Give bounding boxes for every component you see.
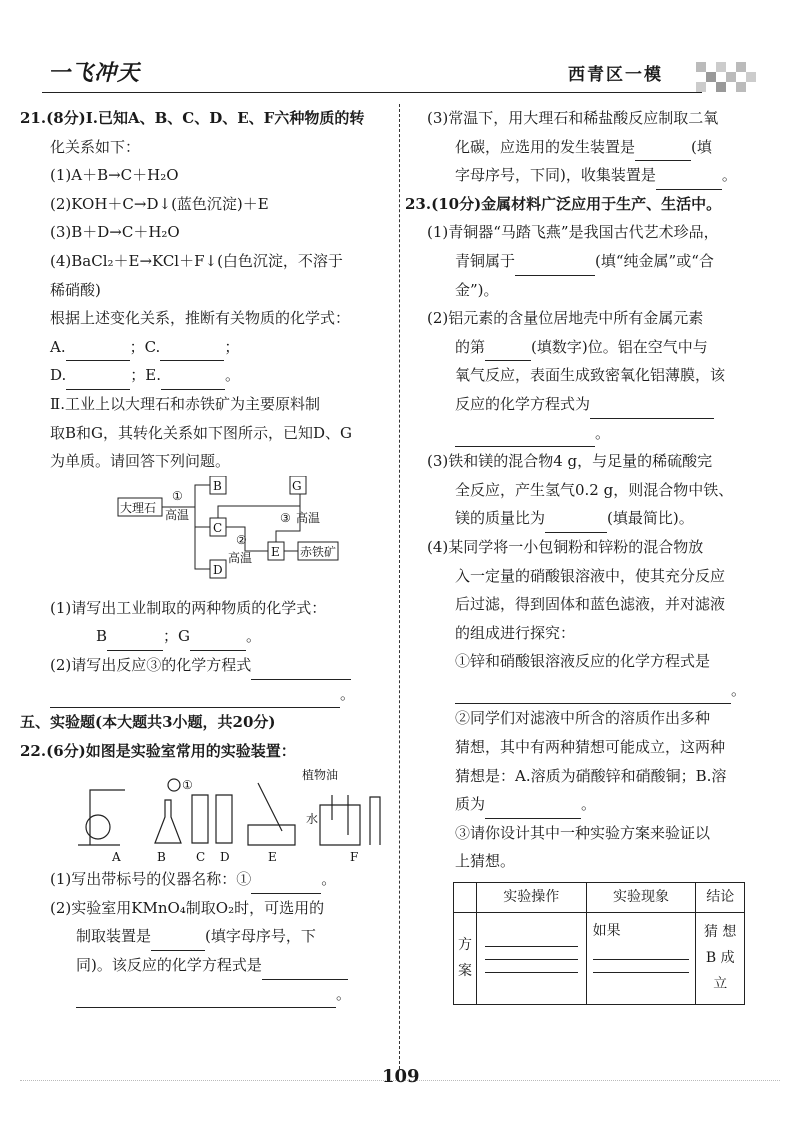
q23-b4-text: 反应的化学方程式为: [455, 394, 591, 413]
q23-d4: 的组成进行探究：: [455, 623, 576, 642]
q21-s1-blanks: [20, 622, 395, 651]
node-d: D: [213, 562, 223, 577]
industrial-flow-diagram: [20, 476, 395, 594]
q21-3-text3: 字母序号，下同)，收集装置是: [455, 166, 656, 185]
q23-c3-text: 镁的质量比为: [455, 509, 546, 528]
q23-d7: ②同学们对滤液中所含的溶质作出多种: [455, 709, 711, 728]
q23-b4: [405, 390, 790, 419]
q23-b5: [405, 419, 790, 448]
q21-3-line1: (3)常温下，用大理石和稀盐酸反应制取二氧: [427, 109, 719, 127]
step1-cond: 高温: [165, 507, 190, 522]
blank-g[interactable]: [190, 632, 246, 651]
experiment-table: [453, 882, 745, 1005]
q21-3-text2b: (填: [691, 137, 712, 156]
blank-device[interactable]: [151, 932, 205, 951]
row-plan-label: [454, 912, 477, 1004]
q23-c1: (3)铁和镁的混合物4 g，与足量的稀硫酸完: [427, 452, 713, 471]
right-column: [405, 104, 790, 1005]
label-water: 水: [306, 812, 319, 827]
punct: 。: [731, 680, 747, 699]
blank-eq-kmno4-b[interactable]: [76, 989, 336, 1008]
q23-b3: 氧气反应，表面生成致密氧化铝薄膜，该: [455, 366, 726, 385]
q22-s1: [20, 865, 395, 894]
q23-d1: (4)某同学将一小包铜粉和锌粉的混合物放: [427, 537, 704, 556]
label-e: ；E.: [130, 366, 161, 385]
cell-operation[interactable]: [476, 912, 586, 1004]
label-g: ；G: [163, 627, 191, 646]
punct: 。: [336, 984, 352, 1003]
app-d: D: [220, 850, 230, 865]
app-b: B: [157, 850, 166, 865]
q21-eq1: (1)A＋B→C＋H₂O: [50, 166, 179, 185]
q21-3-text2: 化碳，应选用的发生装置是: [455, 137, 636, 156]
punct: 。: [321, 870, 337, 889]
blank-a[interactable]: [66, 342, 130, 361]
blank-collector[interactable]: [656, 171, 722, 190]
blank-d[interactable]: [66, 371, 130, 390]
q21-part2-line2: 取B和G，其转化关系如下图所示，已知D、G: [50, 423, 353, 442]
q21-eq2: (2)KOH＋C→D↓(蓝色沉淀)＋E: [50, 194, 269, 213]
q21-eq4: (4)BaCl₂＋E→KCl＋F↓(白色沉淀，不溶于: [50, 251, 343, 270]
q21-3-line2: [405, 133, 790, 162]
q23-d3: 后过滤，得到固体和蓝色滤液，并对滤液: [455, 595, 726, 614]
header-rule: [42, 92, 702, 93]
punct: 。: [246, 627, 262, 646]
row-plan-text: 方案: [457, 937, 472, 980]
left-column: [20, 104, 395, 1008]
blank-al-eq-b[interactable]: [455, 428, 595, 447]
q23-d12: 上猜想。: [455, 852, 516, 871]
if-label: 如果: [592, 922, 621, 939]
cell-conclusion: [696, 912, 745, 1004]
q23-d11: ③请你设计其中一种实验方案来验证以: [455, 823, 711, 842]
q21-blanks-ac: [20, 333, 395, 362]
q21-eq3: (3)B＋D→C＋H₂O: [50, 223, 180, 242]
punct: ；: [224, 337, 240, 356]
q23-b1: (2)铝元素的含量位居地壳中所有金属元素: [427, 309, 704, 328]
node-e: E: [271, 544, 280, 559]
q23-a2b-text: (填“纯金属”或“合: [595, 251, 714, 270]
q21-s2: [20, 651, 395, 680]
lab-apparatus-figure: [20, 765, 395, 865]
node-b: B: [213, 478, 222, 493]
page-number: 109: [382, 1066, 420, 1087]
q23-a2: [405, 247, 790, 276]
blank-mass-ratio[interactable]: [545, 514, 607, 533]
blank-zn-eq[interactable]: [455, 685, 731, 704]
label-vegetable-oil: 植物油: [302, 768, 339, 783]
node-c: C: [213, 520, 223, 535]
brand-logo: 一飞冲天: [48, 61, 141, 86]
label-b: B: [96, 627, 108, 646]
app-e: E: [268, 850, 277, 865]
header-phenomenon: 实验现象: [586, 883, 696, 913]
exam-region-title: 西青区一模: [568, 65, 663, 85]
q22-s2b2-text: (填字母序号，下: [205, 927, 316, 946]
q22-s1-text: (1)写出带标号的仪器名称：①: [50, 870, 252, 889]
header-conclusion: 结论: [696, 883, 745, 913]
q23-d5: ①锌和硝酸银溶液反应的化学方程式是: [455, 652, 711, 671]
q23-d10-text: 质为: [455, 795, 486, 814]
q21-infer-prompt: 根据上述变化关系，推断有关物质的化学式：: [50, 309, 351, 328]
q23-a3: 金”)。: [455, 280, 499, 299]
label-d: D.: [50, 366, 67, 385]
q21-line1: [20, 104, 395, 133]
q21-line2: 化关系如下：: [50, 137, 141, 156]
blank-e[interactable]: [161, 371, 225, 390]
q21-part2-line1: Ⅱ.工业上以大理石和赤铁矿为主要原料制: [50, 394, 320, 413]
q23-c2: 全反应，产生氢气0.2 g，则混合物中铁、: [455, 480, 734, 499]
app-a: A: [112, 850, 121, 865]
q22-s2b-text: 制取装置是: [76, 927, 152, 946]
q21-s2-cont: [20, 680, 395, 709]
blank-rank[interactable]: [485, 342, 531, 361]
q23-d6: [405, 676, 790, 705]
app-f: F: [350, 850, 359, 865]
q22-title: [20, 737, 395, 766]
q22-s2d: [20, 980, 395, 1009]
app-c: C: [196, 850, 206, 865]
label-mark-1: ①: [182, 778, 193, 793]
q22-title-text: 22.(6分)如图是实验室常用的实验装置：: [20, 741, 296, 760]
q23-b2: [405, 333, 790, 362]
q21-part2-line3: 为单质。请回答下列问题。: [50, 452, 231, 471]
node-hematite: 赤铁矿: [300, 544, 337, 559]
step3-label: ③: [280, 510, 291, 525]
step3-cond: 高温: [296, 510, 321, 525]
section-5-heading: 五、实验题(本大题共3小题，共20分): [20, 713, 276, 732]
table-corner: [454, 883, 477, 913]
blank-bronze[interactable]: [515, 257, 595, 276]
q23-d10: [405, 790, 790, 819]
q23-a1: (1)青铜器“马踏飞燕”是我国古代艺术珍品，: [427, 223, 719, 242]
conclusion-line3: 立: [713, 976, 728, 993]
punct: 。: [595, 423, 611, 442]
step2-label: ②: [236, 532, 247, 547]
label-c: ；C.: [129, 337, 161, 356]
q22-s2a: (2)实验室用KMnO₄制取O₂时，可选用的: [50, 898, 325, 917]
blank-b[interactable]: [107, 632, 163, 651]
node-g: G: [292, 478, 302, 493]
q22-s2c-text: 同)。该反应的化学方程式是: [76, 956, 262, 975]
q23-b2-text: 的第: [455, 337, 486, 356]
blank-generator[interactable]: [635, 142, 691, 161]
node-marble: 大理石: [120, 500, 157, 515]
punct: 。: [224, 366, 240, 385]
q23-d8: 猜想，其中有两种猜想可能成立，这两种: [455, 738, 726, 757]
q21-s1: (1)请写出工业制取的两种物质的化学式：: [50, 598, 327, 617]
blank-eq3-a[interactable]: [251, 661, 351, 680]
blank-solute-b[interactable]: [485, 800, 581, 819]
punct: 。: [721, 166, 737, 185]
step2-cond: 高温: [228, 550, 253, 565]
blank-al-eq-a[interactable]: [590, 400, 714, 419]
q23-d2: 入一定量的硝酸银溶液中，使其充分反应: [455, 566, 726, 585]
conclusion-line1: 猜 想: [703, 924, 737, 941]
q22-s2c: [20, 951, 395, 980]
q23-d9: 猜想是：A.溶质为硝酸锌和硝酸铜；B.溶: [455, 766, 727, 785]
step1-label: ①: [172, 488, 183, 503]
punct: 。: [581, 795, 597, 814]
header-operation: 实验操作: [476, 883, 586, 913]
q21-3-line3: [405, 161, 790, 190]
q21-eq4-cont: 稀硝酸): [50, 280, 101, 299]
blank-c[interactable]: [160, 342, 224, 361]
q23-c3b-text: (填最简比)。: [607, 509, 694, 528]
q22-s2b: [20, 922, 395, 951]
conclusion-line2: B 成: [705, 950, 735, 967]
q21-title: 21.(8分)Ⅰ.已知A、B、C、D、E、F六种物质的转: [20, 109, 365, 127]
blank-eq3-b[interactable]: [50, 689, 340, 708]
checker-decoration-icon: [696, 62, 756, 96]
q23-c3: [405, 504, 790, 533]
q23-a2-text: 青铜属于: [455, 251, 516, 270]
blank-instrument[interactable]: [251, 875, 321, 894]
q23-b2b-text: (填数字)位。铝在空气中与: [531, 337, 708, 356]
q23-title-text: 23.(10分)金属材料广泛应用于生产、生活中。: [405, 194, 722, 213]
q21-s2-text: (2)请写出反应③的化学方程式: [50, 655, 252, 674]
cell-phenomenon[interactable]: [586, 912, 696, 1004]
blank-eq-kmno4-a[interactable]: [262, 961, 348, 980]
label-a: A.: [50, 337, 66, 356]
punct: 。: [340, 684, 356, 703]
page-header: [0, 0, 800, 100]
q21-blanks-de: [20, 361, 395, 390]
q23-title: [405, 190, 790, 219]
column-divider: [399, 104, 400, 1069]
